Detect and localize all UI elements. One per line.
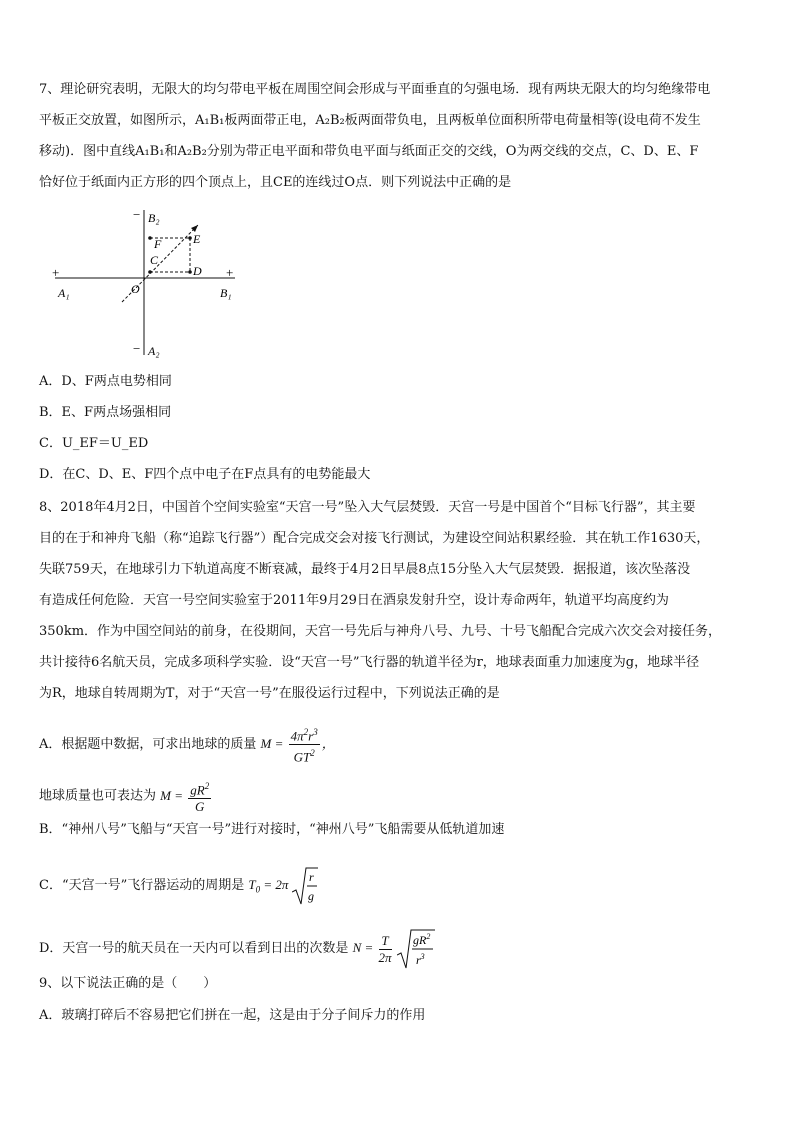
q9-option-a: A．玻璃打碎后不容易把它们拼在一起，这是由于分子间斥力的作用 [39, 1008, 426, 1023]
sqrt-sign [292, 866, 318, 906]
point-e [188, 236, 192, 240]
label-o: O [131, 282, 140, 296]
label-a1: A₁ [58, 286, 70, 300]
formula-period: $T_0 = 2\pi$ r g [248, 877, 317, 892]
diagonal-arrowhead [191, 225, 198, 232]
minus-bottom: − [133, 341, 141, 356]
svg-text:r3: $r^3$ [415, 952, 425, 967]
q8-option-c-text: C．“天宫一号”飞行器运动的周期是 [39, 877, 245, 893]
label-f: F [154, 237, 162, 251]
point-c [148, 270, 152, 274]
q8-line-6: 共计接待6名航天员，完成多项科学实验．设“天宫一号”飞行器的轨道半径为r，地球表面重力加速度为g，地球半径 [39, 655, 700, 670]
q7-line-1: 7、理论研究表明，无限大的均匀带电平板在周围空间会形成与平面垂直的匀强电场．现有两块无限大的均匀绝缘带电 [39, 82, 711, 97]
q7-option-b: B．E、F两点场强相同 [39, 405, 172, 420]
label-e: E [193, 232, 201, 246]
label-d: D [193, 264, 202, 278]
label-a2: A₂ [148, 344, 160, 358]
q8-line-5: 350km．作为中国空间站的前身，在役期间，天宫一号先后与神舟八号、九号、十号飞船配合完成六次交会对接任务， [39, 624, 722, 639]
point-d [188, 270, 192, 274]
plus-right: + [226, 265, 234, 280]
q7-option-c: C．U_EF＝U_ED [39, 436, 149, 451]
svg-text:r: r [308, 870, 314, 884]
q7-option-a: A．D、F两点电势相同 [39, 374, 172, 389]
formula-sunrise-count: N = $\frac{T}{2\pi}$ $gR^2$ $r^3$ [353, 940, 435, 955]
plus-left: + [52, 265, 60, 280]
q8-option-d [39, 928, 435, 970]
label-b2: B₂ [148, 211, 160, 225]
q8-line-4: 有造成任何危险．天宫一号空间实验室于2011年9月29日在酒泉发射升空，设计寿命两年，轨道平均高度约为 [39, 593, 669, 608]
q7-option-d: D．在C、D、E、F四个点中电子在F点具有的电势能最大 [39, 467, 371, 482]
q8-option-b: B．“神州八号”飞船与“天宫一号”进行对接时，“神州八号”飞船需要从低轨道加速 [39, 822, 505, 837]
q8-line-3: 失联759天，在地球引力下轨道高度不断衰减，最终于4月2日早晨8点15分坠入大气层焚毁．据报道，该次坠落没 [39, 562, 691, 577]
q8-option-a-cont-text: 地球质量也可表达为 [39, 788, 157, 804]
q7-figure [40, 205, 250, 365]
q8-option-a-cont [39, 778, 213, 815]
q7-line-3: 移动)．图中直线A₁B₁和A₂B₂分别为带正电平面和带负电平面与纸面正交的交线，O为两交线的交点，C、D、E、F [39, 144, 699, 159]
formula-mass-1: M = $\frac{4\pi^2r^3}{GT^2}$ ， [261, 736, 335, 751]
minus-top: − [133, 207, 141, 222]
q8-option-a [39, 724, 335, 766]
q8-option-d-text: D．天宫一号的航天员在一天内可以看到日出的次数是 [39, 940, 349, 956]
label-b1: B₁ [220, 286, 232, 300]
q9-line-1: 9、以下说法正确的是（ ） [39, 976, 217, 991]
formula-mass-2: M = $\frac{gR^2}{G}$ [160, 788, 213, 803]
q8-option-a-text: A．根据题中数据，可求出地球的质量 [39, 736, 257, 752]
sqrt-sign-2 [397, 928, 435, 970]
q7-line-2: 平板正交放置，如图所示，A₁B₁板两面带正电，A₂B₂板两面带负电，且两板单位面积所带电荷量相等(设电荷不发生 [39, 113, 701, 128]
q8-line-1: 8、2018年4月2日，中国首个空间实验室“天宫一号”坠入大气层焚毁．天宫一号是中国首个“目标飞行器”，其主要 [39, 500, 696, 515]
q8-option-c [39, 866, 318, 906]
label-c: C [150, 253, 159, 267]
q8-line-7: 为R，地球自转周期为T，对于“天宫一号”在服役运行过程中，下列说法正确的是 [39, 686, 500, 701]
svg-text:g: g [307, 889, 314, 903]
point-f [148, 236, 152, 240]
svg-text:gR2: $gR^2$ [412, 932, 431, 947]
q7-line-4: 恰好位于纸面内正方形的四个顶点上，且CE的连线过O点．则下列说法中正确的是 [39, 175, 512, 190]
q8-line-2: 目的在于和神舟飞船（称“追踪飞行器”）配合完成交会对接飞行测试，为建设空间站积累经验．其在轨工作1630天， [39, 531, 710, 546]
